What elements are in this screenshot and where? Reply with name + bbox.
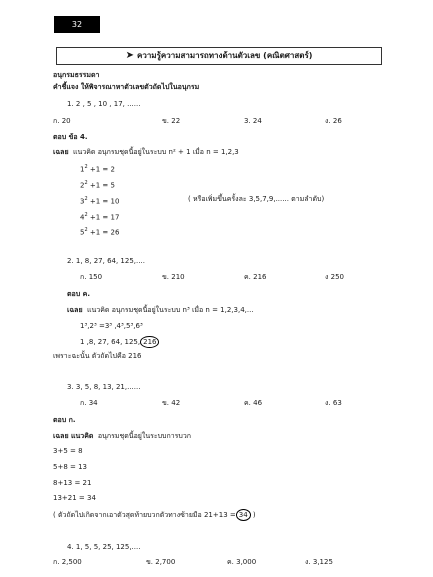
- q3-solution: [53, 432, 191, 441]
- instruction: คำชี้แจง ให้พิจารณาหาตัวเลขตัวถัดไปในอนุกรม: [53, 83, 200, 91]
- q2-powers-line: 1³,2³ =3³ ,4³,5³,6³: [80, 322, 143, 330]
- q3-option-b: ข. 42: [162, 399, 181, 407]
- q3-sum: 3+5 = 8: [53, 447, 83, 455]
- q3-option-d: ง. 63: [325, 399, 342, 407]
- q3-option-c: ค. 46: [244, 399, 263, 407]
- arrow-icon: ➤: [125, 50, 134, 61]
- q4-option-d: ง. 3,125: [305, 558, 333, 566]
- q2-sequence: [80, 336, 159, 348]
- q4-option-b: ข. 2,700: [146, 558, 176, 566]
- q2-solution-label: เฉลย: [67, 306, 83, 314]
- q3-note: [53, 509, 256, 521]
- q3-sum: 5+8 = 13: [53, 463, 87, 471]
- q2-solution: [67, 306, 254, 315]
- q3-solution-label: เฉลย แนวคิด: [53, 432, 94, 440]
- page-number: 32: [54, 16, 100, 33]
- section-title: อนุกรมธรรมดา: [53, 71, 100, 79]
- q1-step: $5^2 +1 = 26$: [80, 227, 120, 237]
- q2-question: 2. 1, 8, 27, 64, 125,....: [67, 257, 145, 265]
- q2-option-a: ก. 150: [80, 273, 103, 281]
- q1-question: 1. 2 , 5 , 10 , 17, ......: [67, 100, 141, 108]
- q2-answer: ตอบ ค.: [67, 290, 90, 298]
- q3-sum: 8+13 = 21: [53, 479, 92, 487]
- q1-solution: [53, 148, 239, 157]
- q3-question: 3. 3, 5, 8, 13, 21,......: [67, 383, 141, 391]
- q3-circled-answer: 34: [236, 509, 251, 521]
- q1-option-a: ก. 20: [53, 117, 71, 125]
- q1-step: $4^2 +1 = 17$: [80, 212, 120, 222]
- q1-answer: ตอบ ข้อ 4.: [53, 133, 88, 141]
- q2-sequence-prefix: 1 ,8, 27, 64, 125,: [80, 338, 141, 346]
- q1-step: $1^2 +1 = 2$: [80, 164, 115, 174]
- q2-option-d: ง 250: [325, 273, 345, 281]
- q2-solution-text: แนวคิด อนุกรมชุดนี้อยู่ในระบบ n³ เมื่อ n = 1,2,3,4,...: [87, 306, 254, 314]
- q3-note-prefix: ( ตัวถัดไปเกิดจากเอาตัวสุดท้ายบวกตัวทางซ้ายมือ 21+13 =: [53, 511, 236, 519]
- q3-sum: 13+21 = 34: [53, 494, 96, 502]
- q1-solution-label: เฉลย: [53, 148, 69, 156]
- q1-note: ( หรือเพิ่มขึ้นครั้งละ 3,5,7,9,...... ตามลำดับ): [188, 195, 325, 203]
- q4-question: 4. 1, 5, 5, 25, 125,....: [67, 543, 141, 551]
- section-banner: [56, 47, 382, 65]
- q1-option-c: 3. 24: [244, 117, 262, 125]
- q1-step: $2^2 +1 = 5$: [80, 180, 115, 190]
- q2-circled-answer: 216: [140, 336, 159, 348]
- q1-option-b: ข. 22: [162, 117, 181, 125]
- q1-option-d: ง. 26: [325, 117, 342, 125]
- q3-option-a: ก. 34: [80, 399, 98, 407]
- q2-option-c: ค. 216: [244, 273, 267, 281]
- q2-option-b: ข. 210: [162, 273, 185, 281]
- q4-option-c: ค. 3,000: [227, 558, 257, 566]
- q2-conclusion: เพราะฉะนั้น ตัวถัดไปคือ 216: [53, 352, 142, 360]
- banner-title: ความรู้ความสามารถทางด้านตัวเลข (คณิตศาสตร์): [136, 51, 313, 60]
- q1-solution-text: แนวคิด อนุกรมชุดนี้อยู่ในระบบ n² + 1 เมื่อ n = 1,2,3: [73, 148, 239, 156]
- q1-step: $3^2 +1 = 10$: [80, 196, 120, 206]
- q3-solution-text: อนุกรมชุดนี้อยู่ในระบบการบวก: [97, 432, 192, 440]
- q4-option-a: ก. 2,500: [53, 558, 82, 566]
- q3-answer: ตอบ ก.: [53, 416, 76, 424]
- q3-note-suffix: ): [252, 511, 256, 519]
